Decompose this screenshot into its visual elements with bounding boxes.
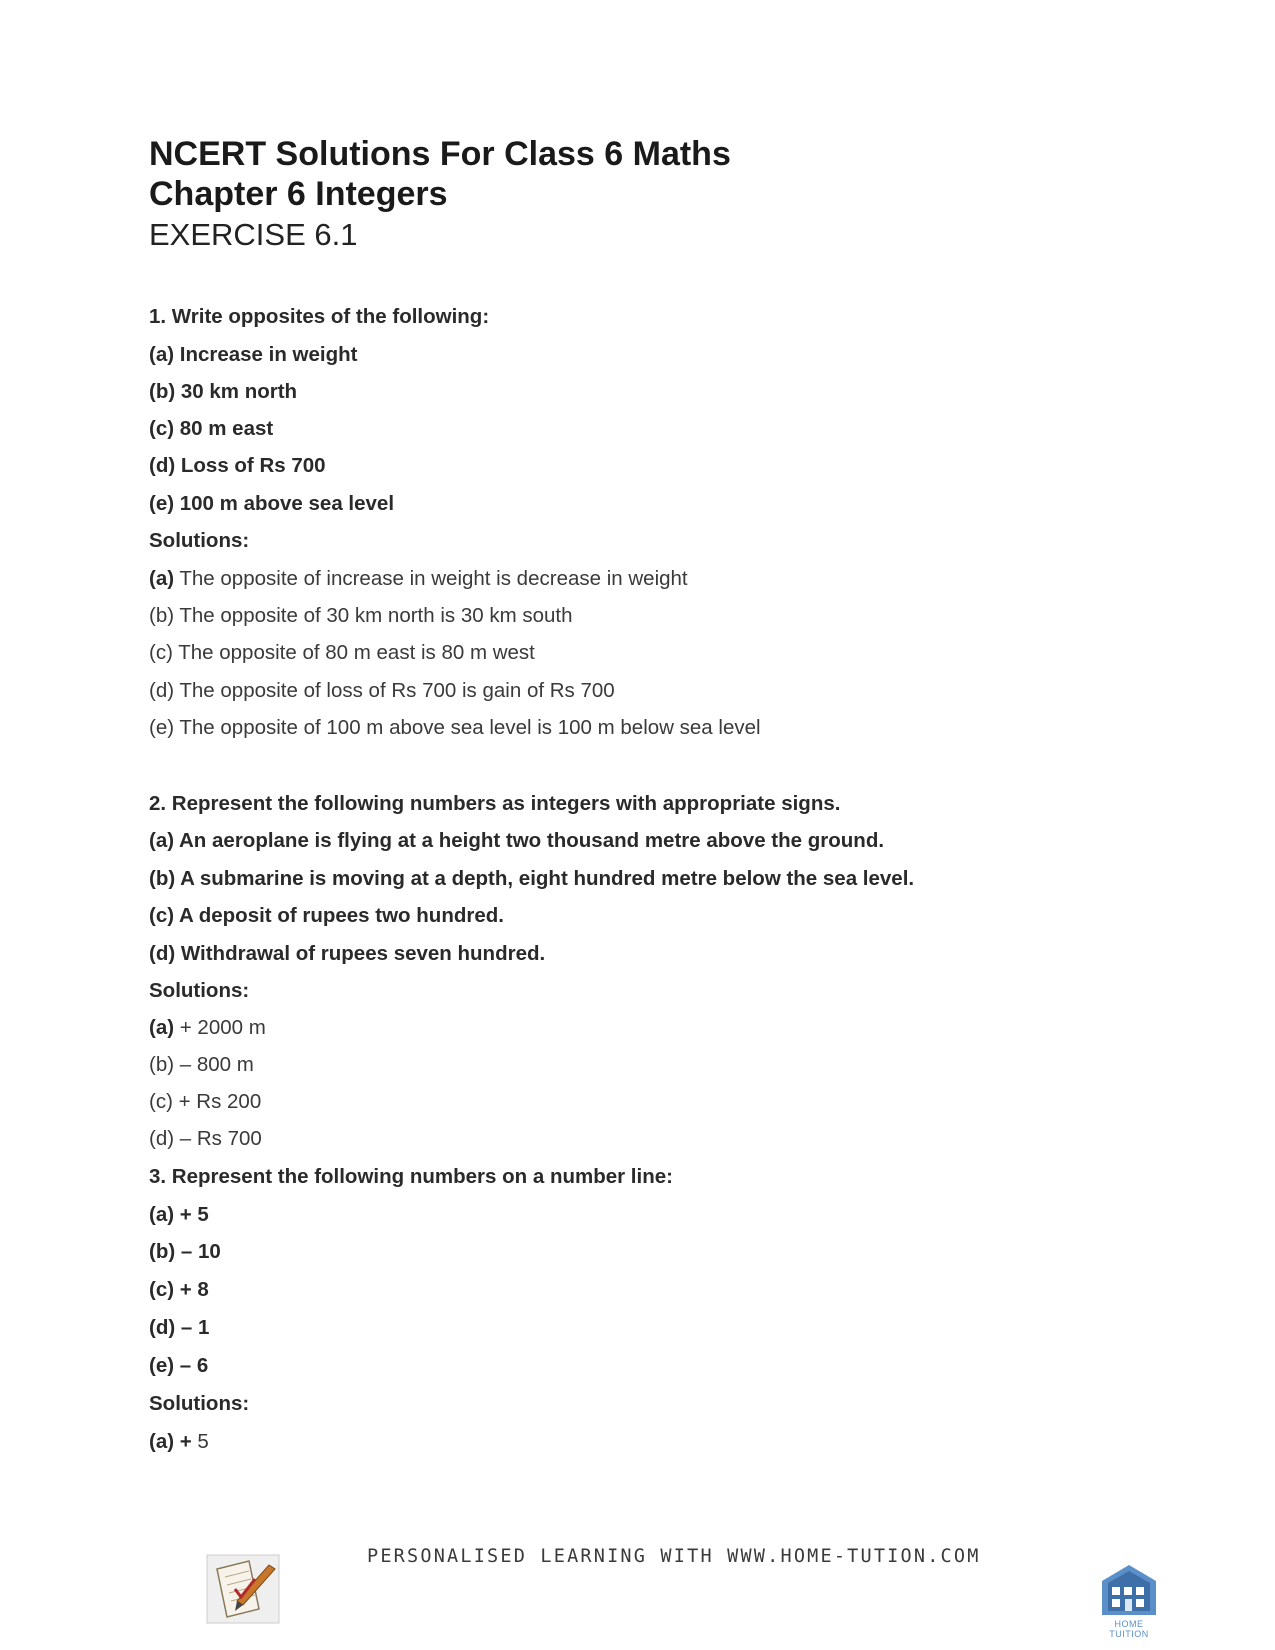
q2-solutions-label: Solutions: bbox=[149, 979, 250, 1002]
q1-answer-c: (c) The opposite of 80 m east is 80 m west bbox=[149, 641, 535, 664]
q1-answer-b: (b) The opposite of 30 km north is 30 km south bbox=[149, 604, 573, 627]
q1-answer-a-label: (a) bbox=[149, 567, 175, 590]
q2-part-b: (b) A submarine is moving at a depth, eight hundred metre below the sea level. bbox=[149, 867, 915, 890]
q2-answer-b: (b) – 800 m bbox=[149, 1053, 254, 1076]
q3-solutions-label: Solutions: bbox=[149, 1392, 250, 1415]
notepad-pencil-logo-icon bbox=[205, 1553, 281, 1625]
q2-answer-a-text: + 2000 m bbox=[174, 1016, 266, 1039]
q3-part-c: (c) + 8 bbox=[149, 1278, 209, 1301]
home-tuition-logo-text: HOME TUITION bbox=[1109, 1619, 1149, 1639]
q3-part-d: (d) – 1 bbox=[149, 1316, 210, 1339]
q3-part-a: (a) + 5 bbox=[149, 1203, 209, 1226]
q2-part-c: (c) A deposit of rupees two hundred. bbox=[149, 904, 504, 927]
q2-answer-a-label: (a) bbox=[149, 1016, 175, 1039]
q1-answer-a bbox=[149, 566, 688, 592]
q1-solutions-label: Solutions: bbox=[149, 529, 250, 552]
q3-part-b: (b) – 10 bbox=[149, 1240, 221, 1263]
q1-answer-e: (e) The opposite of 100 m above sea level is 100 m below sea level bbox=[149, 716, 761, 739]
q1-part-a: (a) Increase in weight bbox=[149, 343, 358, 366]
q2-question: 2. Represent the following numbers as integers with appropriate signs. bbox=[149, 792, 841, 815]
q3-answer-a bbox=[149, 1429, 209, 1455]
q1-question: 1. Write opposites of the following: bbox=[149, 305, 490, 328]
q1-part-b: (b) 30 km north bbox=[149, 380, 298, 403]
q3-answer-a-text: 5 bbox=[191, 1430, 209, 1453]
footer-tagline: PERSONALISED LEARNING WITH WWW.HOME-TUTION.COM bbox=[367, 1546, 981, 1567]
q1-part-e: (e) 100 m above sea level bbox=[149, 492, 395, 515]
q1-part-c: (c) 80 m east bbox=[149, 417, 274, 440]
page-title bbox=[149, 134, 731, 214]
q3-question: 3. Represent the following numbers on a number line: bbox=[149, 1165, 673, 1188]
q2-answer-d: (d) – Rs 700 bbox=[149, 1127, 262, 1150]
q1-answer-d: (d) The opposite of loss of Rs 700 is gain of Rs 700 bbox=[149, 679, 615, 702]
q3-part-e: (e) – 6 bbox=[149, 1354, 209, 1377]
q1-part-d: (d) Loss of Rs 700 bbox=[149, 454, 326, 477]
q1-answer-a-text: The opposite of increase in weight is decrease in weight bbox=[174, 567, 688, 590]
q2-part-a: (a) An aeroplane is flying at a height two thousand metre above the ground. bbox=[149, 829, 885, 852]
q3-answer-a-label: (a) + bbox=[149, 1430, 192, 1453]
title-line-1: NCERT Solutions For Class 6 Maths bbox=[149, 135, 731, 173]
title-line-2: Chapter 6 Integers bbox=[149, 175, 448, 213]
q2-part-d: (d) Withdrawal of rupees seven hundred. bbox=[149, 942, 546, 965]
q2-answer-c: (c) + Rs 200 bbox=[149, 1090, 262, 1113]
q2-answer-a bbox=[149, 1015, 266, 1041]
home-tuition-house-icon bbox=[1098, 1563, 1160, 1619]
exercise-heading: EXERCISE 6.1 bbox=[149, 217, 358, 252]
home-tuition-logo bbox=[1098, 1563, 1160, 1639]
